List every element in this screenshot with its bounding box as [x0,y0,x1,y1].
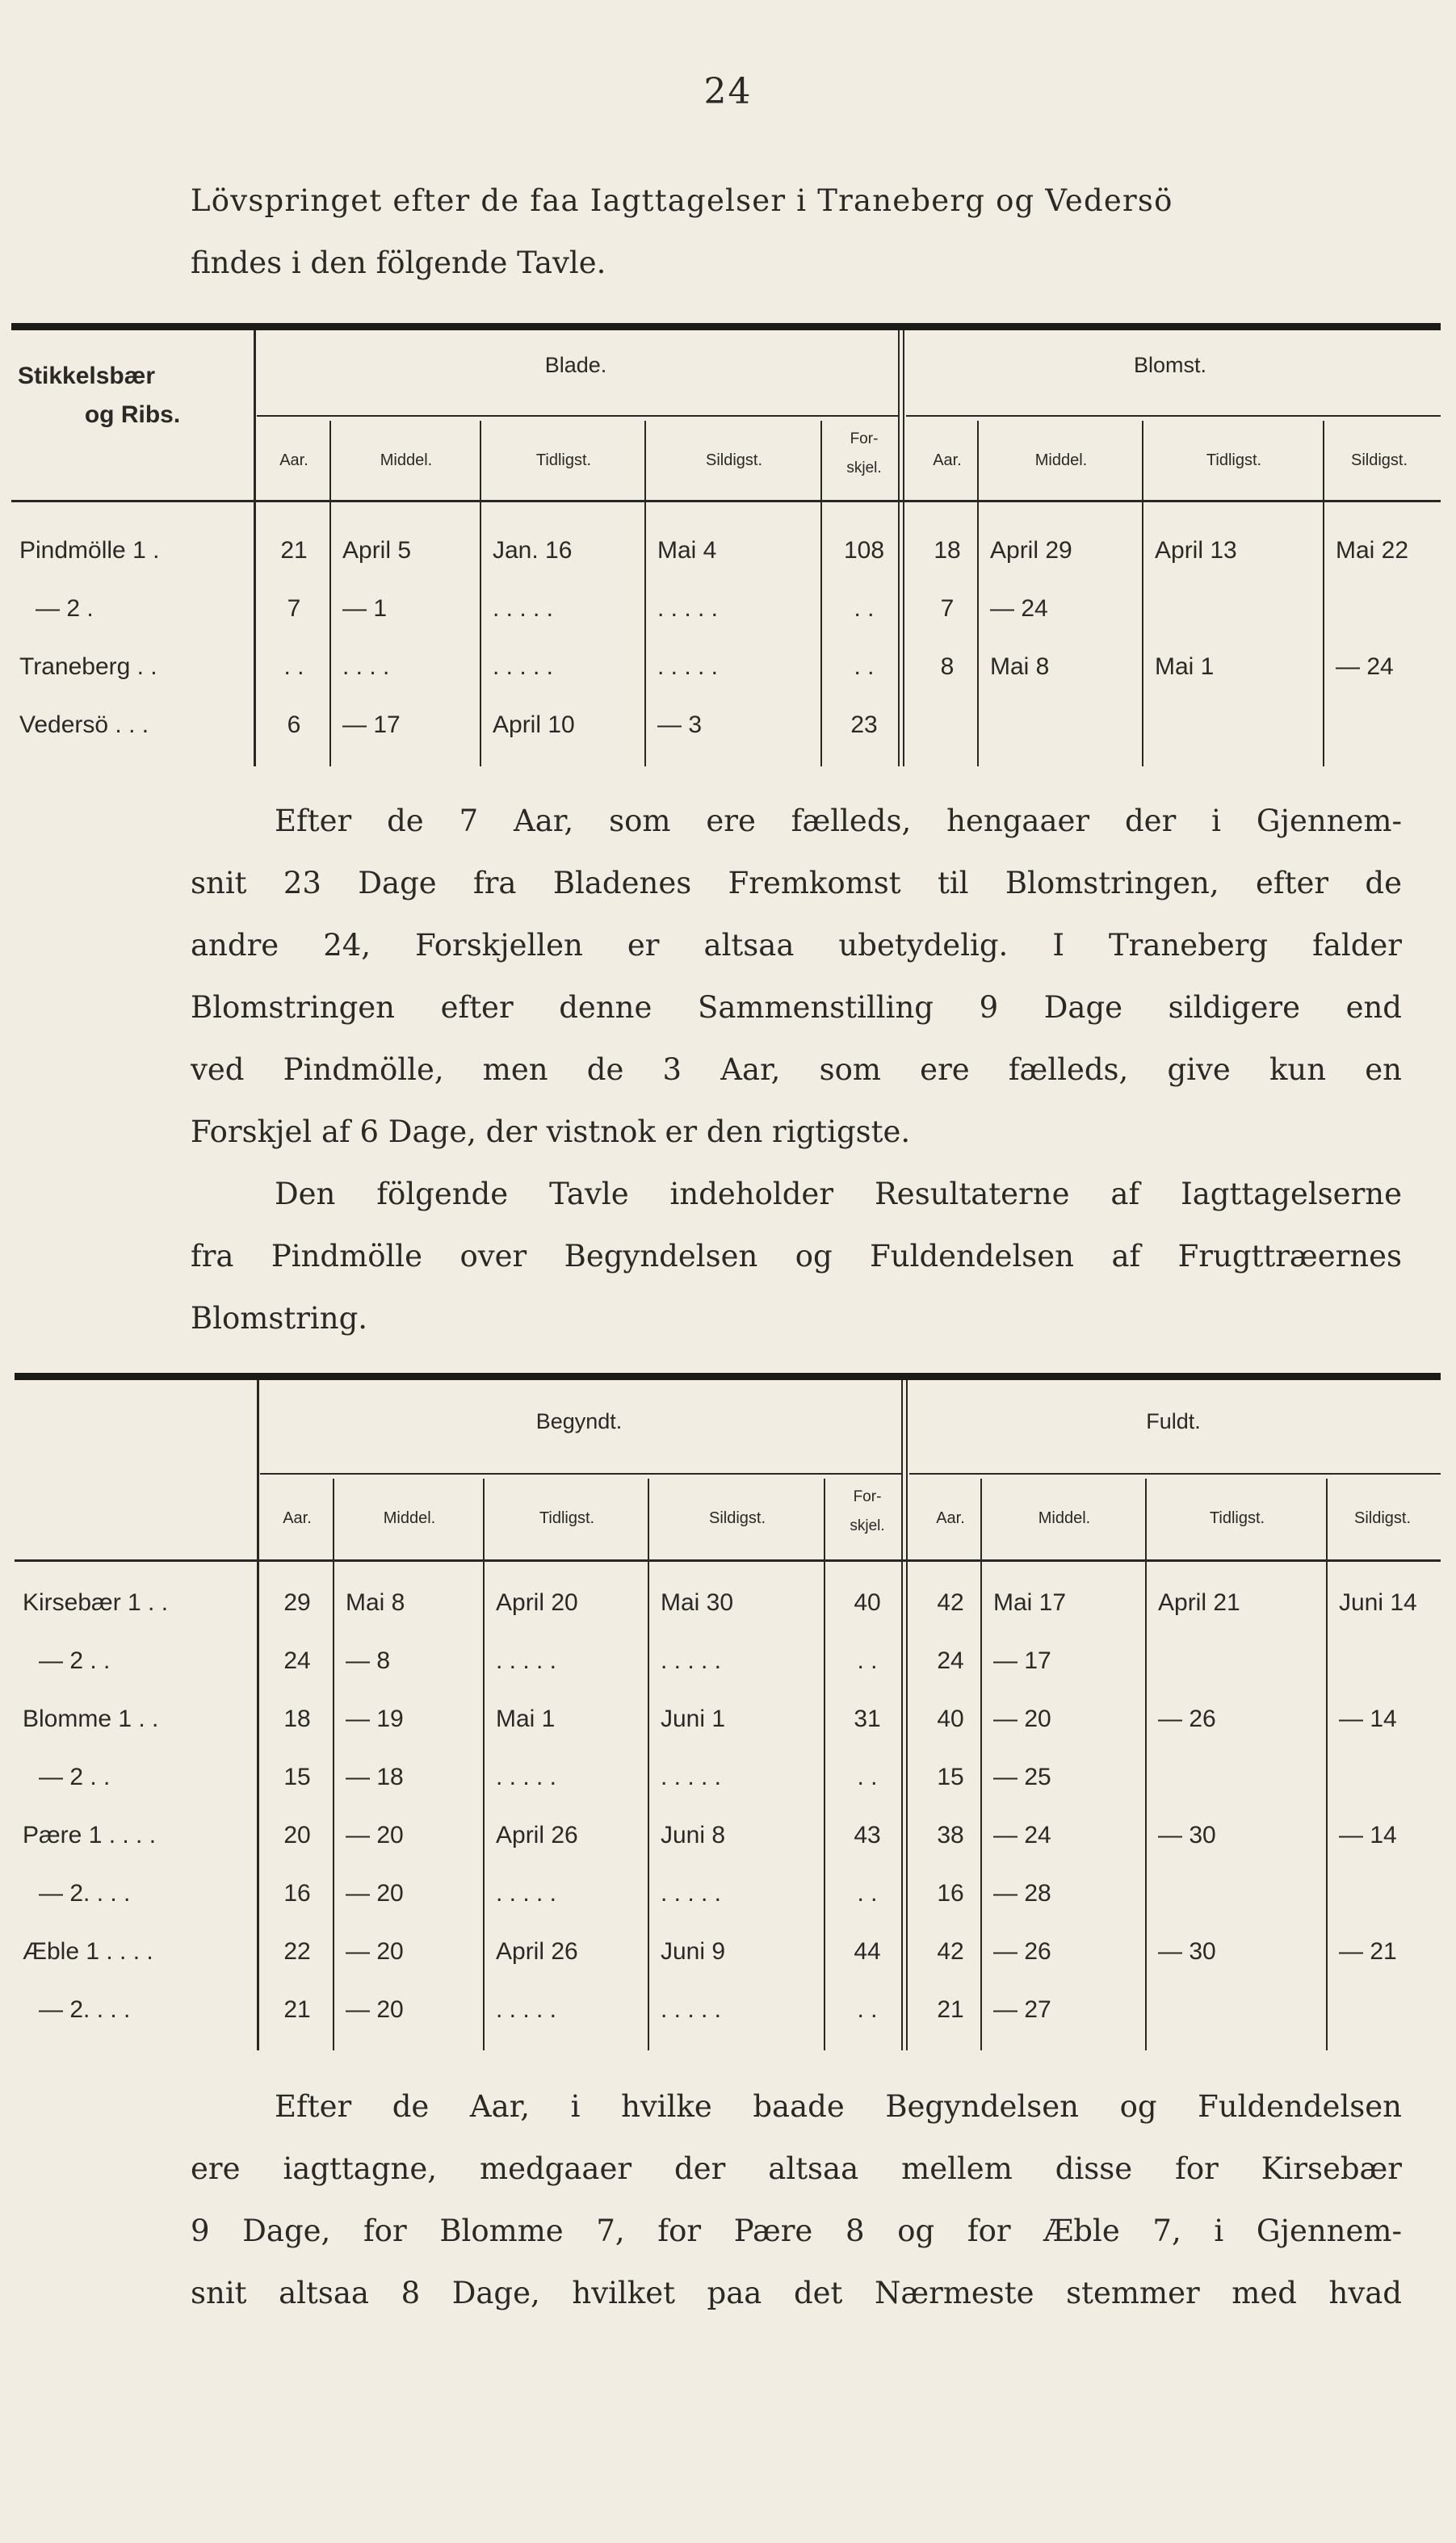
cell-tidligst: Jan. 16 [493,537,573,564]
cell-aar-2: 42 [937,1938,964,1965]
cell-sildigst: . . . . . [657,595,719,622]
table-row [15,1574,1436,1632]
table2-top-rule [15,1373,1441,1380]
cell-forskjel: . . [854,653,875,680]
table2 [15,1380,1441,2050]
table2-col-sildigst: Sildigst. [708,1509,766,1527]
cell-tidligst: April 20 [496,1589,578,1616]
cell-sildigst-2 [1329,1865,1436,1923]
intro-paragraph [191,170,1402,294]
row-label: Pære 1 . . . . [23,1822,157,1849]
text-line: Den fölgende Tavle indeholder Resultaterne af Iagttagelserne [275,1177,1402,1211]
cell-middel: — 17 [342,711,401,738]
cell-tidligst: . . . . . [496,1647,557,1674]
cell-tidligst-2 [1145,580,1323,638]
cell-aar-2: 18 [934,537,961,564]
cell-sildigst: . . . . . [661,1647,722,1674]
cell-middel-2 [980,696,1142,754]
table1-divider [906,415,1441,417]
table1-divider [257,415,898,417]
table2-col-middel: Middel. [383,1509,436,1527]
cell-middel-2: — 17 [993,1647,1051,1674]
table1-col-forskjel: skjel. [846,460,882,476]
cell-middel-2: — 26 [993,1938,1051,1965]
cell-tidligst: April 10 [493,711,575,738]
cell-aar: 15 [283,1764,311,1790]
body-paragraph-1 [191,790,1402,1349]
cell-forskjel: 44 [854,1938,881,1965]
cell-aar-2: 21 [937,1996,964,2023]
table1-col-sildigst: Sildigst. [705,451,763,469]
body-paragraph-2 [191,2075,1402,2324]
row-label: — 2 . [36,595,94,622]
text-line: snit altsaa 8 Dage, hvilket paa det Nærmeste stemmer med hvad [191,2276,1402,2310]
text-line: Blomstringen efter denne Sammenstilling 9 Dage sildigere end [191,990,1402,1025]
row-label: Pindmölle 1 . [19,537,160,564]
intro-line: Lövspringet efter de faa Iagttagelser i Traneberg og Vedersö [191,183,1173,218]
text-line: 9 Dage, for Blomme 7, for Pære 8 og for Æble 7, i Gjennem- [191,2214,1402,2248]
cell-sildigst-2: — 21 [1339,1938,1397,1965]
cell-aar: 24 [283,1647,311,1674]
table2-col-forskjel: skjel. [850,1517,885,1534]
cell-forskjel: . . [854,595,875,622]
cell-tidligst: . . . . . [496,1880,557,1907]
cell-tidligst-2 [1148,1632,1326,1690]
cell-middel: — 20 [346,1880,404,1907]
cell-sildigst: . . . . . [657,653,719,680]
cell-tidligst-2: — 26 [1158,1706,1216,1732]
row-label: Traneberg . . [19,653,157,680]
row-label: Vedersö . . . [19,711,149,738]
cell-aar-2 [917,696,977,754]
text-line: Efter de Aar, i hvilke baade Begyndelsen og Fuldendelsen [275,2089,1402,2124]
table1-top-rule [11,323,1441,330]
cell-aar: 16 [283,1880,311,1907]
table2-col-aar: Aar. [283,1509,312,1527]
table1-col-middel: Middel. [380,451,433,469]
cell-middel: . . . . [342,653,390,680]
table-row [11,696,1433,754]
text-line: ved Pindmölle, men de 3 Aar, som ere fælleds, give kun en [191,1052,1402,1087]
table-row [11,580,1433,638]
cell-tidligst-2: — 30 [1158,1822,1216,1849]
cell-aar: 7 [287,595,301,622]
cell-middel: — 19 [346,1706,404,1732]
text-line: Efter de 7 Aar, som ere fælleds, hengaaer der i Gjennem- [275,804,1402,838]
cell-aar-2: 24 [937,1647,964,1674]
cell-sildigst: . . . . . [661,1996,722,2023]
cell-tidligst: . . . . . [496,1764,557,1790]
table-row [15,1807,1436,1865]
row-label: — 2. . . . [39,1880,131,1907]
cell-aar: 20 [283,1822,311,1849]
table-row [11,522,1433,580]
cell-forskjel: . . [857,1647,878,1674]
cell-middel-2: — 28 [993,1880,1051,1907]
cell-tidligst-2 [1148,1981,1326,2039]
cell-sildigst: . . . . . [661,1880,722,1907]
cell-middel: — 8 [346,1647,391,1674]
cell-forskjel: . . [857,1764,878,1790]
cell-middel: Mai 8 [346,1589,405,1616]
intro-line: findes i den fölgende Tavle. [191,245,606,280]
cell-tidligst: . . . . . [496,1996,557,2023]
table1-col-sildigst-2: Sildigst. [1350,451,1408,469]
table2-col-forskjel: For- [853,1488,882,1505]
cell-middel: — 20 [346,1938,404,1965]
cell-aar: . . [283,653,304,680]
cell-forskjel: . . [857,1880,878,1907]
row-label: — 2 . . [39,1647,111,1674]
cell-tidligst-2: — 30 [1158,1938,1216,1965]
cell-tidligst-2: April 21 [1158,1589,1240,1616]
cell-middel-2: — 20 [993,1706,1051,1732]
cell-middel-2: — 27 [993,1996,1051,2023]
cell-forskjel: 31 [854,1706,881,1732]
table-row [15,1865,1436,1923]
cell-middel-2: Mai 17 [993,1589,1067,1616]
cell-forskjel: . . [857,1996,878,2023]
cell-sildigst-2: — 14 [1339,1706,1397,1732]
cell-sildigst: — 3 [657,711,703,738]
cell-aar: 21 [280,537,308,564]
cell-tidligst: April 26 [496,1822,578,1849]
table2-col-aar-2: Aar. [936,1509,965,1527]
text-line: Blomstring. [191,1301,368,1336]
cell-middel: — 20 [346,1996,404,2023]
cell-aar: 22 [283,1938,311,1965]
cell-aar-2: 15 [937,1764,964,1790]
cell-middel: April 5 [342,537,412,564]
cell-tidligst-2 [1145,696,1323,754]
cell-middel-2: — 25 [993,1764,1051,1790]
table-row [11,638,1433,696]
cell-forskjel: 108 [843,537,885,564]
text-line: fra Pindmölle over Begyndelsen og Fuldendelsen af Frugttræernes [191,1239,1402,1274]
cell-tidligst: Mai 1 [496,1706,556,1732]
table2-col-sildigst-2: Sildigst. [1353,1509,1412,1527]
cell-aar-2: 7 [940,595,955,622]
cell-aar: 18 [283,1706,311,1732]
cell-middel: — 20 [346,1822,404,1849]
cell-forskjel: 40 [854,1589,881,1616]
cell-middel: — 18 [346,1764,404,1790]
cell-tidligst: . . . . . [493,595,554,622]
cell-forskjel: 23 [850,711,878,738]
table2-divider [909,1473,1441,1475]
row-label: Æble 1 . . . . [23,1938,153,1965]
table-row [15,1748,1436,1807]
cell-middel-2: — 24 [993,1822,1051,1849]
cell-sildigst: Juni 8 [661,1822,726,1849]
text-line: snit 23 Dage fra Bladenes Fremkomst til Blomstringen, efter de [191,866,1402,900]
cell-sildigst: . . . . . [661,1764,722,1790]
table1-col-forskjel: For- [850,430,879,447]
cell-aar-2: 8 [940,653,955,680]
table1-header-rule [11,500,1441,502]
page-number: 24 [703,71,753,112]
cell-tidligst-2: April 13 [1155,537,1237,564]
table1-col-middel-2: Middel. [1034,451,1088,469]
table1-col-tidligst-2: Tidligst. [1206,451,1262,469]
cell-aar: 21 [283,1996,311,2023]
cell-aar: 29 [283,1589,311,1616]
cell-sildigst-2 [1329,1981,1436,2039]
table1-col-aar-2: Aar. [933,451,962,469]
cell-sildigst-2: Juni 14 [1339,1589,1417,1616]
cell-middel-2: April 29 [990,537,1072,564]
cell-middel: — 1 [342,595,388,622]
cell-aar-2: 16 [937,1880,964,1907]
table1-stub-header: og Ribs. [84,401,181,428]
cell-tidligst: April 26 [496,1938,578,1965]
cell-sildigst-2 [1329,1632,1436,1690]
cell-aar: 6 [287,711,301,738]
cell-forskjel: 43 [854,1822,881,1849]
cell-sildigst: Mai 4 [657,537,717,564]
table-row [15,1981,1436,2039]
cell-tidligst-2: Mai 1 [1155,653,1215,680]
table1-group-blade: Blade. [544,353,607,377]
cell-aar-2: 42 [937,1589,964,1616]
table-row [15,1923,1436,1981]
cell-tidligst-2 [1148,1748,1326,1807]
table1-stub-header: Stikkelsbær [18,363,156,389]
table2-divider [260,1473,901,1475]
cell-middel-2: Mai 8 [990,653,1050,680]
table2-col-tidligst: Tidligst. [539,1509,595,1527]
text-line: Forskjel af 6 Dage, der vistnok er den rigtigste. [191,1114,911,1149]
table2-group-begyndt: Begyndt. [535,1409,623,1433]
table1-col-aar: Aar. [279,451,308,469]
cell-sildigst-2 [1329,1748,1436,1807]
text-line: andre 24, Forskjellen er altsaa ubetydelig. I Traneberg falder [191,928,1402,963]
cell-sildigst-2 [1326,696,1433,754]
cell-sildigst-2: — 24 [1336,653,1394,680]
text-line: ere iagttagne, medgaaer der altsaa mellem disse for Kirsebær [191,2151,1402,2186]
cell-aar-2: 40 [937,1706,964,1732]
table2-group-fuldt: Fuldt. [1146,1409,1201,1433]
table1 [11,330,1441,766]
table2-col-tidligst-2: Tidligst. [1209,1509,1265,1527]
cell-sildigst-2: — 14 [1339,1822,1397,1849]
table-row [15,1690,1436,1748]
table-row [15,1632,1436,1690]
row-label: Kirsebær 1 . . [23,1589,169,1616]
cell-sildigst: Mai 30 [661,1589,734,1616]
cell-sildigst-2: Mai 22 [1336,537,1409,564]
row-label: — 2. . . . [39,1996,131,2023]
table2-header-rule [15,1559,1441,1562]
row-label: Blomme 1 . . [23,1706,159,1732]
cell-sildigst-2 [1326,580,1433,638]
table2-col-middel-2: Middel. [1038,1509,1091,1527]
cell-middel-2: — 24 [990,595,1048,622]
row-label: — 2 . . [39,1764,111,1790]
table1-col-tidligst: Tidligst. [535,451,592,469]
table1-group-blomst: Blomst. [1133,353,1207,377]
cell-sildigst: Juni 9 [661,1938,726,1965]
cell-tidligst-2 [1148,1865,1326,1923]
cell-aar-2: 38 [937,1822,964,1849]
cell-tidligst: . . . . . [493,653,554,680]
cell-sildigst: Juni 1 [661,1706,726,1732]
